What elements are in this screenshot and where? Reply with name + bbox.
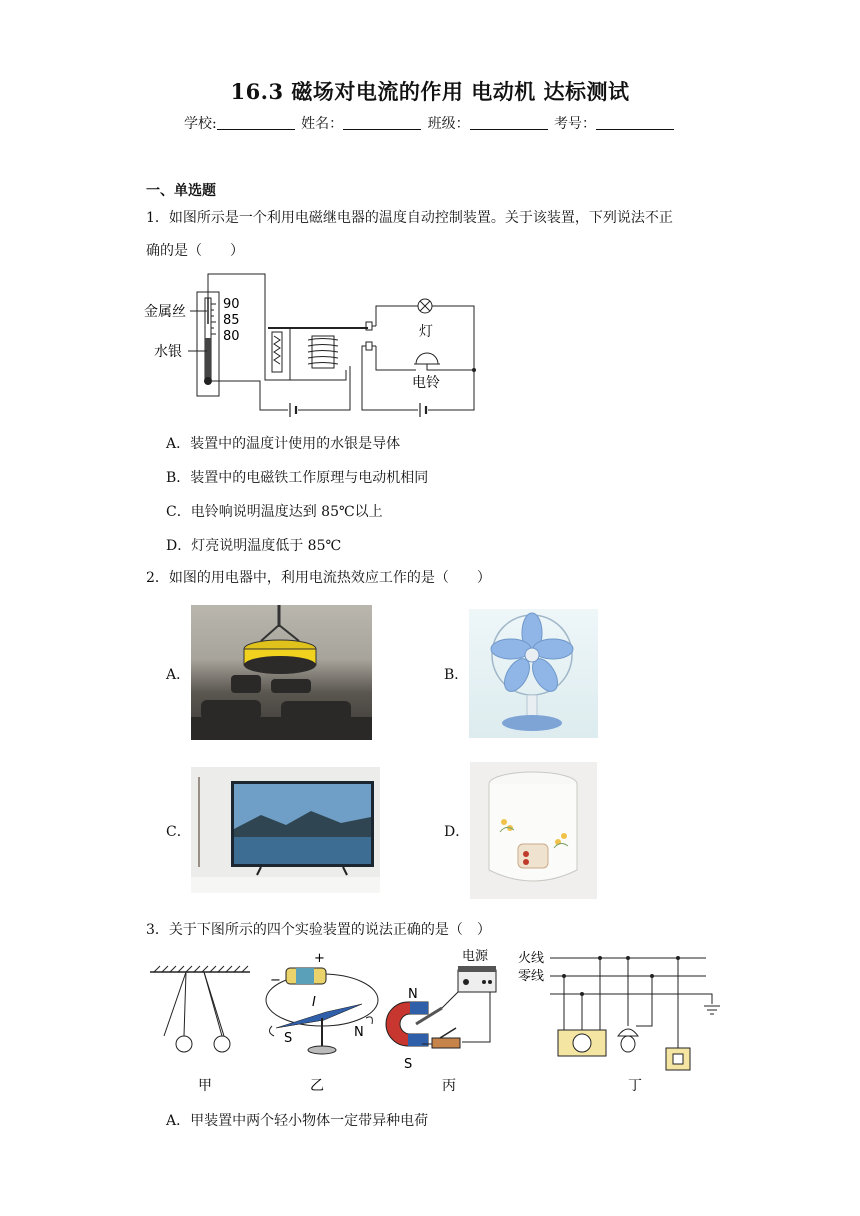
student-info-line xyxy=(0,113,860,133)
thermometer-bulb xyxy=(204,377,212,385)
label-power: 电源 xyxy=(462,949,489,964)
name-blank xyxy=(343,115,421,130)
label-yi: 乙 xyxy=(310,1078,324,1094)
class-blank xyxy=(470,115,548,130)
label-metal-wire: 金属丝 xyxy=(144,304,186,320)
tv-illustration xyxy=(191,767,380,893)
q3-stem: 3．关于下图所示的四个实验装置的说法正确的是（ ） xyxy=(146,922,491,938)
relay-spring xyxy=(274,336,280,364)
q1-option-b[interactable]: B．装置中的电磁铁工作原理与电动机相同 xyxy=(166,470,429,486)
label-current: I xyxy=(312,995,316,1010)
switch-icon xyxy=(432,1038,460,1048)
label-lamp: 灯 xyxy=(419,324,433,340)
label-mercury: 水银 xyxy=(154,344,182,360)
school-blank xyxy=(217,115,295,130)
q2-option-d[interactable]: D． xyxy=(444,824,470,840)
tick-85: 85 xyxy=(223,313,240,328)
section-heading: 一、单选题 xyxy=(146,183,216,199)
class-label: 班级： xyxy=(427,116,470,132)
q1-stem-line1: 1．如图所示是一个利用电磁继电器的温度自动控制装置。关于该装置，下列说法不正 xyxy=(146,210,673,226)
electric-fan-photo xyxy=(469,609,598,738)
q2-stem: 2．如图的用电器中，利用电流热效应工作的是（ ） xyxy=(146,570,491,586)
q2-option-a[interactable]: A． xyxy=(166,667,191,683)
label-n-magnet: N xyxy=(408,987,418,1002)
tick-90: 90 xyxy=(223,297,240,312)
label-bell: 电铃 xyxy=(412,375,440,391)
school-label: 学校: xyxy=(183,116,217,132)
tick-80: 80 xyxy=(223,329,240,344)
q2-option-c[interactable]: C． xyxy=(166,824,191,840)
rice-cooker-illustration xyxy=(470,762,597,899)
crane-magnet-illustration xyxy=(191,605,372,740)
mercury-column xyxy=(205,338,211,382)
television-photo xyxy=(191,767,380,893)
ground-wire xyxy=(550,994,712,1004)
label-s-compass: S xyxy=(284,1031,293,1046)
page-title: 16.3 磁场对电流的作用 电动机 达标测试 xyxy=(230,79,630,104)
q1-stem-line2: 确的是（ ） xyxy=(146,243,244,259)
exam-no-label: 考号： xyxy=(554,116,597,132)
name-label: 姓名： xyxy=(301,116,344,132)
label-jia: 甲 xyxy=(198,1078,212,1094)
q1-option-d[interactable]: D．灯亮说明温度低于 85℃ xyxy=(166,538,342,554)
thermometer-ticks xyxy=(211,304,216,334)
label-n-compass: N xyxy=(354,1025,364,1040)
q2-option-b[interactable]: B． xyxy=(444,667,469,683)
q3-four-experiments-figure xyxy=(146,944,730,1094)
label-neutral-wire: 零线 xyxy=(518,969,545,984)
q1-option-c[interactable]: C．电铃响说明温度达到 85℃以上 xyxy=(166,504,383,520)
q1-option-a[interactable]: A．装置中的温度计使用的水银是导体 xyxy=(166,436,401,452)
label-live-wire: 火线 xyxy=(518,951,545,966)
exam-no-blank xyxy=(596,115,674,130)
q1-relay-circuit-figure xyxy=(140,270,490,418)
light-bulb-icon xyxy=(618,1029,638,1036)
label-minus: − xyxy=(270,973,281,988)
q3-option-a[interactable]: A．甲装置中两个轻小物体一定带异种电荷 xyxy=(166,1113,429,1129)
fan-illustration xyxy=(469,609,598,738)
compass-needle-blue xyxy=(276,1004,362,1028)
label-s-magnet: S xyxy=(404,1057,413,1072)
light-ball-1 xyxy=(176,1036,192,1052)
label-bing: 丙 xyxy=(442,1078,456,1094)
electromagnet-crane-photo xyxy=(191,605,372,740)
bell-icon xyxy=(416,353,438,364)
rice-cooker-photo xyxy=(470,762,597,899)
label-ding: 丁 xyxy=(628,1078,642,1094)
light-ball-2 xyxy=(214,1036,230,1052)
label-plus: + xyxy=(314,951,325,966)
